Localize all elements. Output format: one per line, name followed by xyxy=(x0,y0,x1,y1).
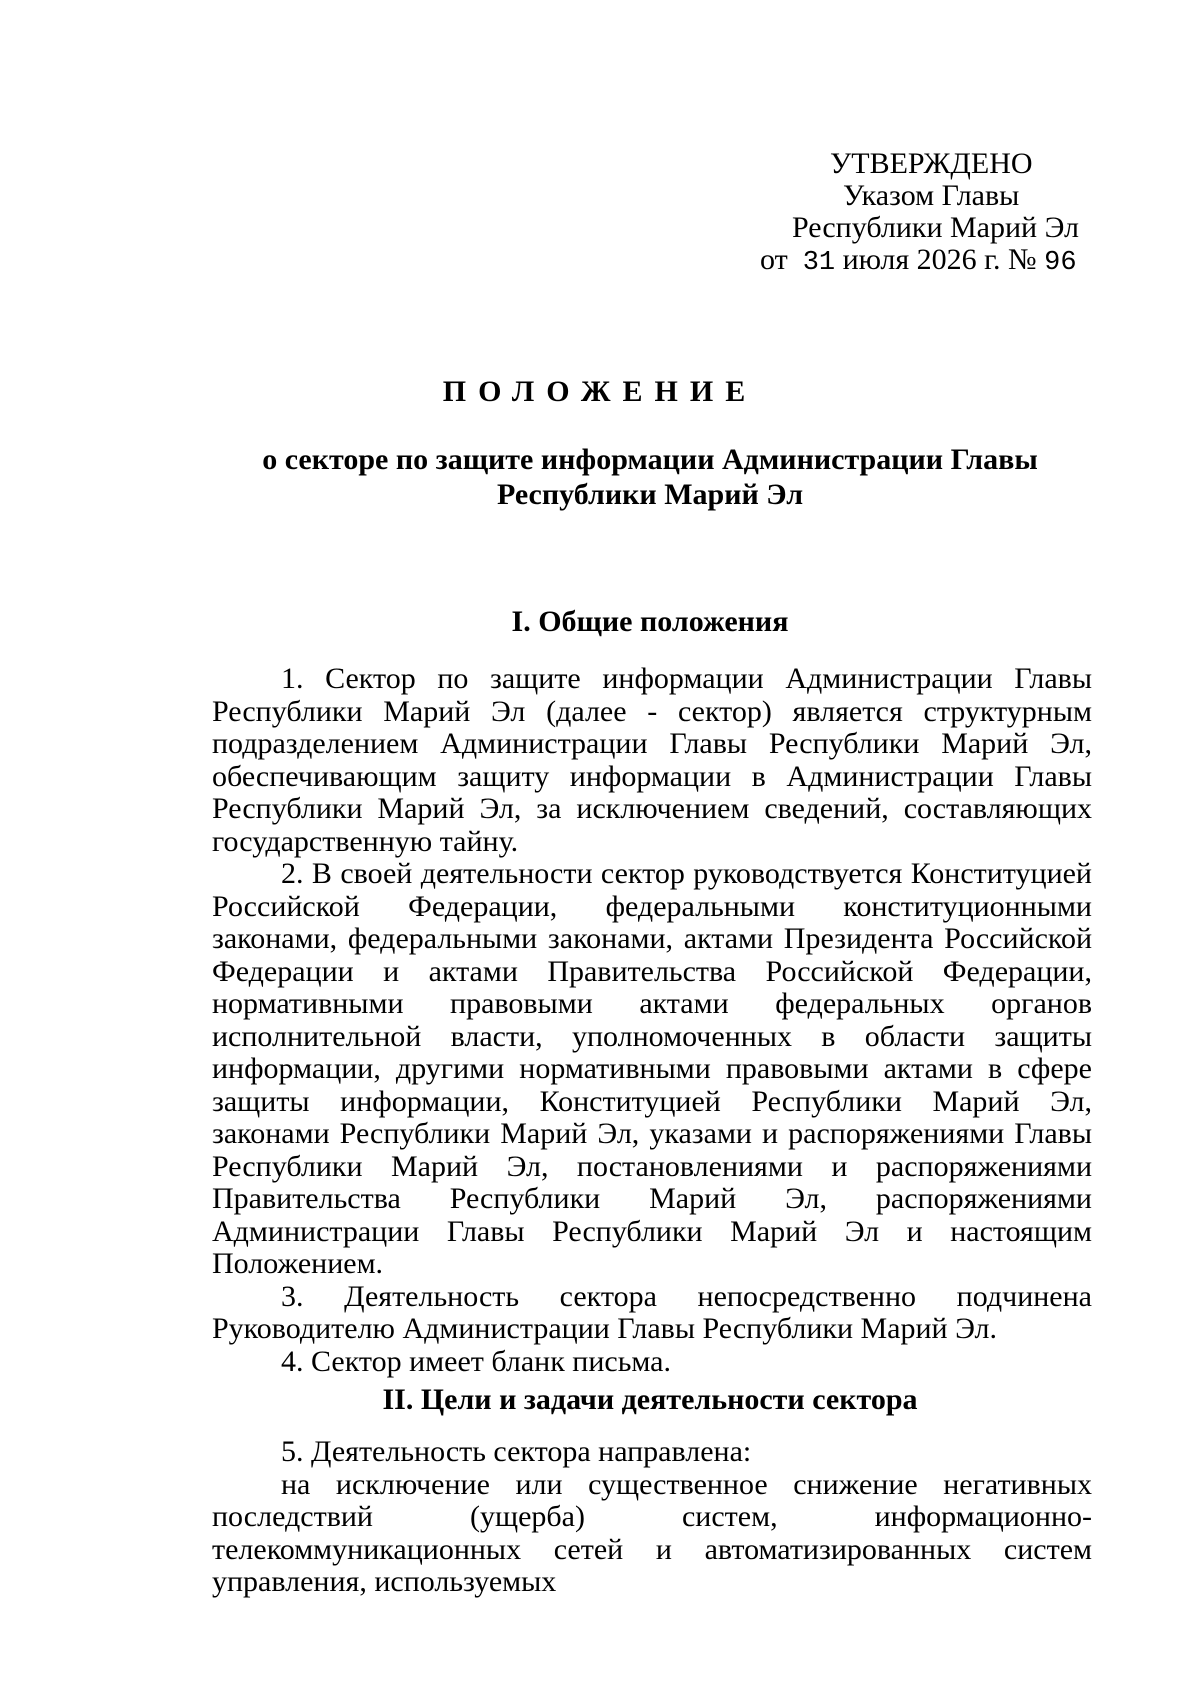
section-heading-general: I. Общие положения xyxy=(511,605,789,638)
paragraph-5-item: на исключение или существенное снижение негативных последствий (ущерба) систем, информационно-телекоммуникационных сетей и автоматизированных систем управления, используемых xyxy=(212,1467,1092,1598)
document-subtitle xyxy=(200,442,1100,512)
paragraph-1: 1. Сектор по защите информации Администрации Главы Республики Марий Эл (далее - сектор) является структурным подразделением Администрации Главы Республики Марий Эл, обеспечивающим защиту информации в Администрации Главы Республики Марий Эл, за исключением сведений, составляющих государственную тайну. xyxy=(212,662,1092,858)
paragraph-3: 3. Деятельность сектора непосредственно подчинена Руководителю Администрации Главы Республики Марий Эл. xyxy=(212,1279,1092,1345)
subtitle-line-1: о секторе по защите информации Администрации Главы xyxy=(262,443,1038,476)
approval-stamp xyxy=(760,148,1090,279)
approval-republic: Республики Марий Эл xyxy=(792,211,1079,244)
approval-date-prefix: от xyxy=(760,243,788,276)
document-title: ПОЛОЖЕНИЕ xyxy=(442,375,758,408)
section-heading-goals: II. Цели и задачи деятельности сектора xyxy=(382,1383,918,1416)
approval-heading: УТВЕРЖДЕНО xyxy=(830,147,1033,180)
approval-decree: Указом Главы xyxy=(843,179,1020,212)
paragraph-4: 4. Сектор имеет бланк письма. xyxy=(281,1344,671,1378)
subtitle-line-2: Республики Марий Эл xyxy=(496,478,804,511)
approval-month-year: июля 2026 г. № xyxy=(842,243,1037,276)
approval-day: 31 xyxy=(802,248,836,278)
section-body-goals xyxy=(212,1436,1092,1599)
paragraph-5: 5. Деятельность сектора направлена: xyxy=(281,1435,752,1468)
approval-date-line xyxy=(760,244,1090,279)
paragraph-2: 2. В своей деятельности сектор руководствуется Конституцией Российской Федерации, федеральными конституционными законами, федеральными законами, актами Президента Российской Федерации и актами Правительства Российской Федерации, нормативными правовыми актами федеральных органов исполнительной власти, уполномоченных в области защиты информации, другими нормативными правовыми актами в сфере защиты информации, Конституцией Республики Марий Эл, законами Республики Марий Эл, указами и распоряжениями Главы Республики Марий Эл, постановлениями и распоряжениями Правительства Республики Марий Эл, распоряжениями Администрации Главы Республики Марий Эл и настоящим Положением. xyxy=(212,857,1092,1280)
section-body-general xyxy=(212,663,1092,1378)
approval-number: 96 xyxy=(1044,248,1077,278)
